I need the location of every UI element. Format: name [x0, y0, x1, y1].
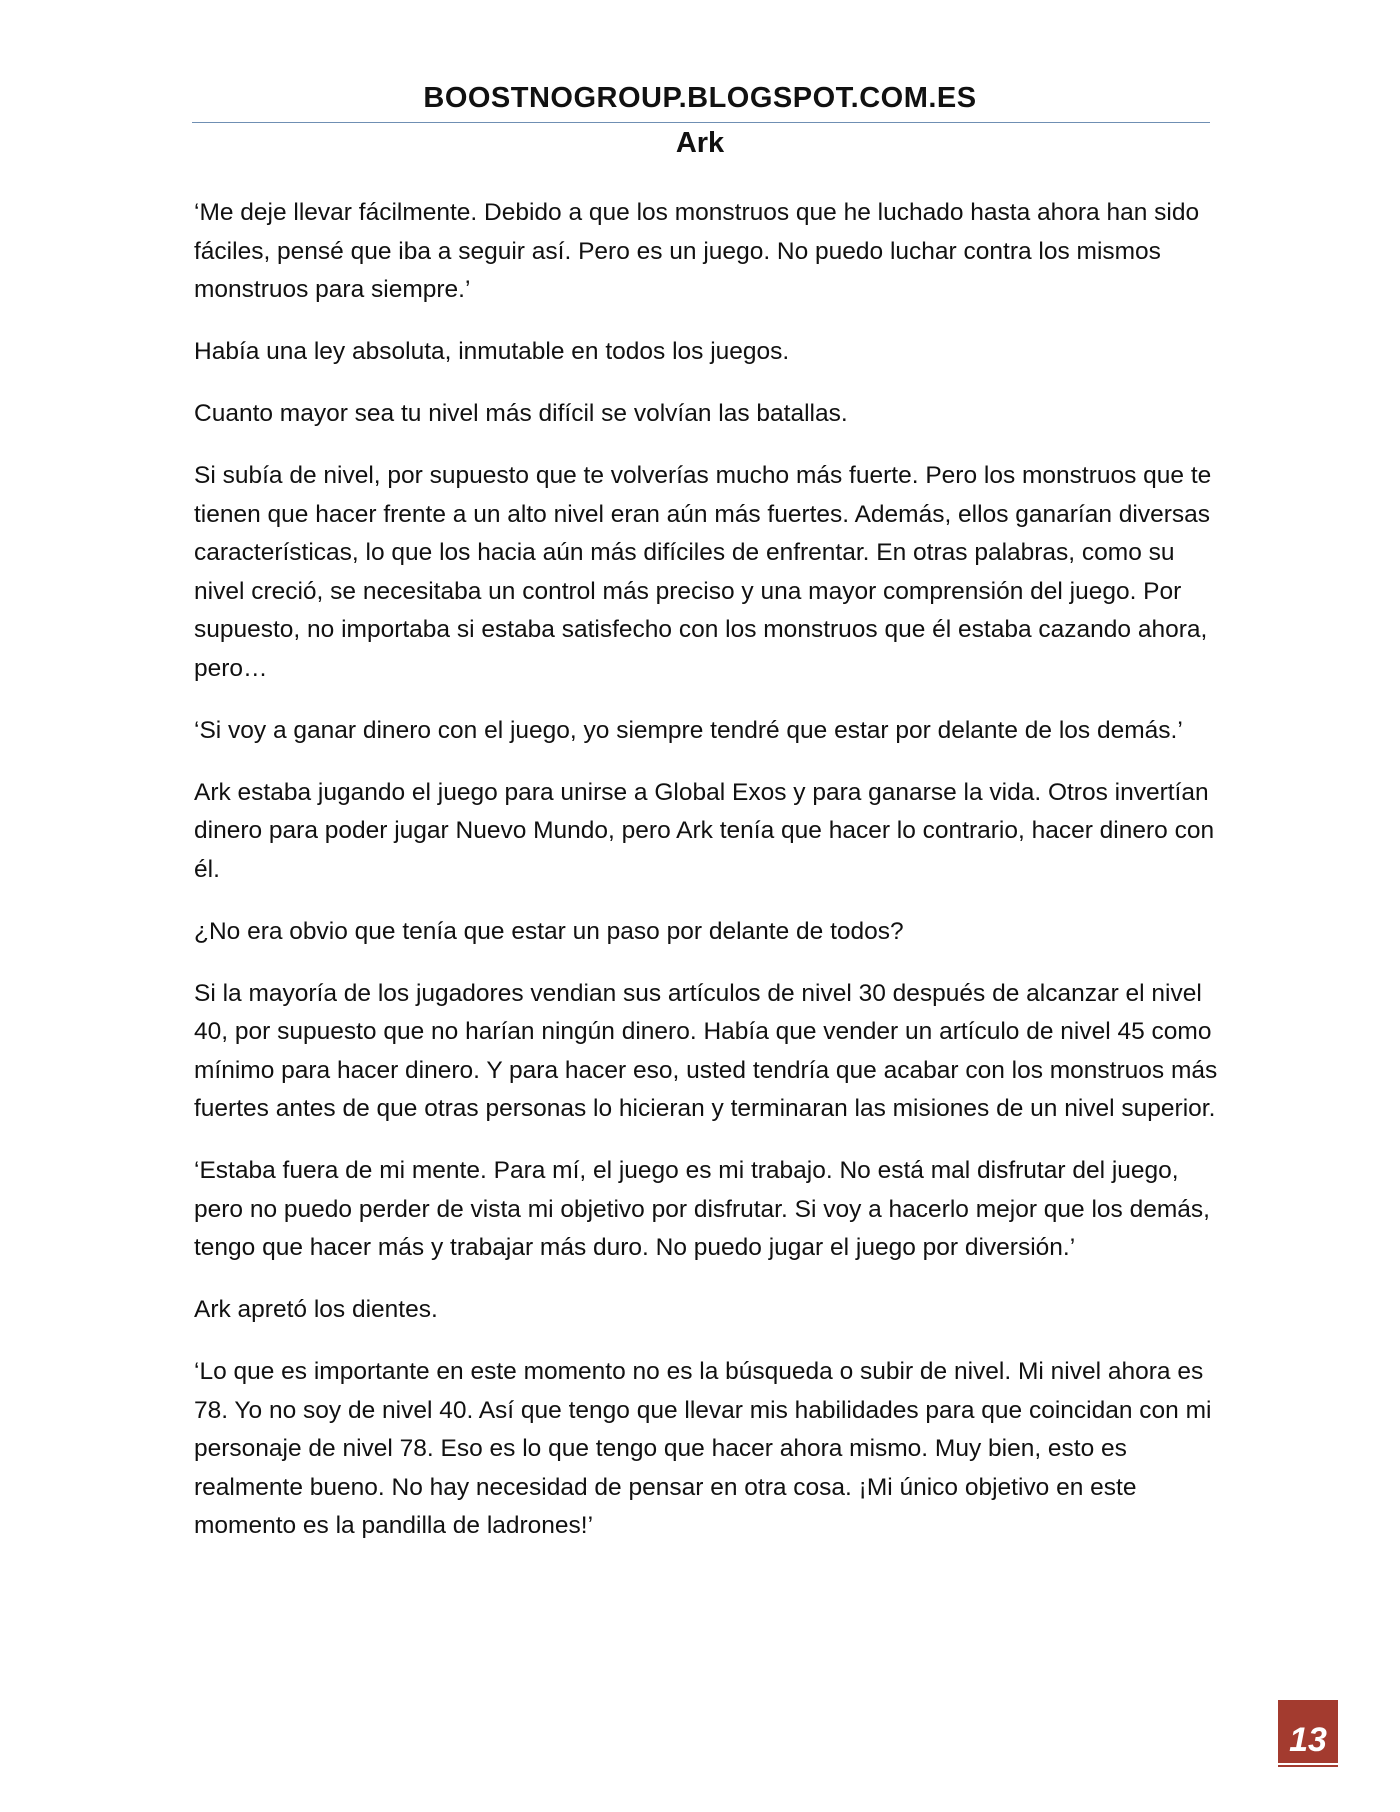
page-number-underline [1278, 1763, 1338, 1765]
page-number: 13 [1289, 1721, 1327, 1759]
paragraph: Ark estaba jugando el juego para unirse a Global Exos y para ganarse la vida. Otros invertían dinero para poder jugar Nuevo Mundo, pero Ark tenía que hacer lo contrario, hacer dinero con él. [194, 778, 1215, 883]
paragraph: ‘Lo que es importante en este momento no es la búsqueda o subir de nivel. Mi nivel ahora es 78. Yo no soy de nivel 40. Así que tengo que llevar mis habilidades para que coincidan con mi personaje de nivel 78. Eso es lo que tengo que hacer ahora mismo. Muy bien, esto es realmente bueno. No hay necesidad de pensar en otra cosa. ¡Mi único objetivo en este momento es la pandilla de ladrones!’ [194, 1358, 1212, 1539]
paragraph: ‘Si voy a ganar dinero con el juego, yo siempre tendré que estar por delante de los demás.’ [194, 716, 1183, 744]
paragraph: Si subía de nivel, por supuesto que te volverías mucho más fuerte. Pero los monstruos que te tienen que hacer frente a un alto nivel eran aún más fuertes. Además, ellos ganarían diversas características, lo que los hacia aún más difíciles de enfrentar. En otras palabras, como su nivel creció, se necesitaba un control más preciso y una mayor comprensión del juego. Por supuesto, no importaba si estaba satisfecho con los monstruos que él estaba cazando ahora, pero… [194, 462, 1212, 682]
paragraph: Cuanto mayor sea tu nivel más difícil se volvían las batallas. [194, 400, 848, 427]
paragraph: Había una ley absoluta, inmutable en todos los juegos. [194, 338, 790, 365]
paragraph: ‘Me deje llevar fácilmente. Debido a que los monstruos que he luchado hasta ahora han sido fáciles, pensé que iba a seguir así. Pero es un juego. No puedo luchar contra los mismos monstruos para siempre.’ [194, 199, 1200, 303]
paragraph: Ark apretó los dientes. [194, 1296, 438, 1323]
header-site-name: BOOSTNOGROUP.BLOGSPOT.COM.ES [423, 82, 977, 114]
header-divider [192, 122, 1210, 123]
body-text [194, 194, 1224, 1569]
page-title: Ark [675, 127, 725, 159]
paragraph: ¿No era obvio que tenía que estar un paso por delante de todos? [194, 917, 904, 945]
paragraph: Si la mayoría de los jugadores vendian sus artículos de nivel 30 después de alcanzar el nivel 40, por supuesto que no harían ningún dinero. Había que vender un artículo de nivel 45 como mínimo para hacer dinero. Y para hacer eso, usted tendría que acabar con los monstruos más fuertes antes de que otras personas lo hicieran y terminaran las misiones de un nivel superior. [194, 979, 1218, 1122]
paragraph: ‘Estaba fuera de mi mente. Para mí, el juego es mi trabajo. No está mal disfrutar del juego, pero no puedo perder de vista mi objetivo por disfrutar. Si voy a hacerlo mejor que los demás, tengo que hacer más y trabajar más duro. No puedo jugar el juego por diversión.’ [194, 1157, 1210, 1261]
